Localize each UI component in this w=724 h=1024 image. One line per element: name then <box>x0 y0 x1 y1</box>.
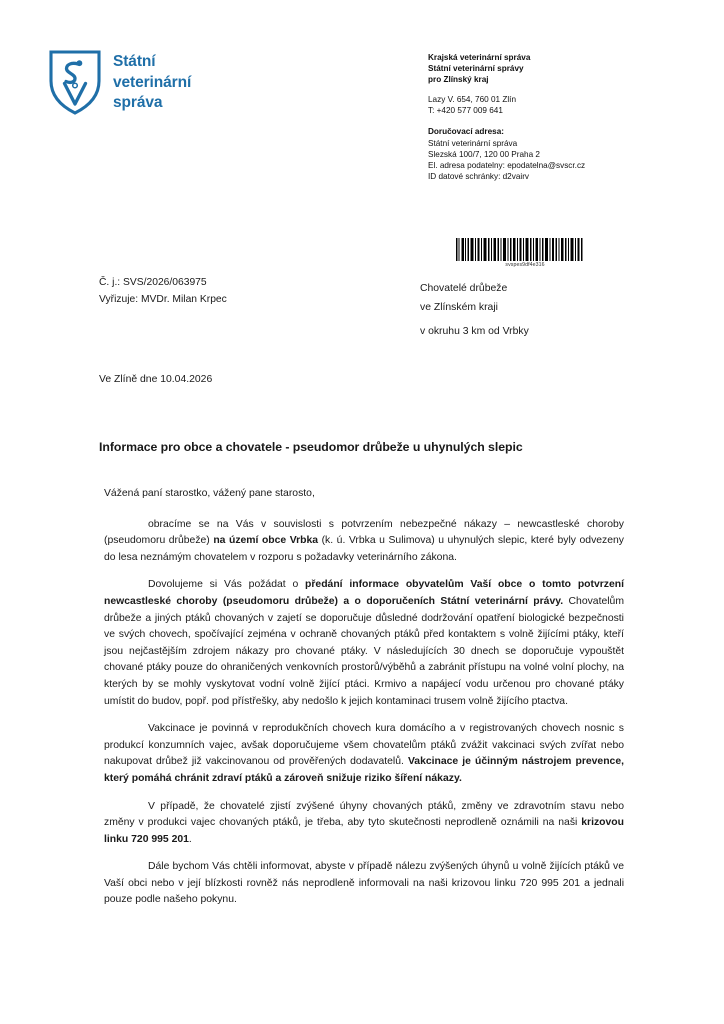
paragraph-3 <box>104 721 624 787</box>
letterhead <box>0 46 724 268</box>
office-phone: T: +420 577 009 641 <box>428 106 503 116</box>
paragraph-2 <box>104 577 624 710</box>
logo-line-1: Státní <box>113 53 156 70</box>
recipient-address-block <box>420 279 529 341</box>
reference-block <box>99 275 227 308</box>
data-box-id: ID datové schránky: d2vairv <box>428 171 530 181</box>
paragraph-2-emphasis: předání informace obyvatelům Vaší obce o tomto potvrzení newcastleské choroby (pseudomoru drůbeže) a o doporučeních Státní veterinární právy. <box>104 579 624 607</box>
paragraph-3-emphasis: Vakcinace je účinným nástrojem prevence, který pomáhá chránit zdraví ptáků a zároveň snižuje riziko šíření nákazy. <box>104 756 624 784</box>
page-title: Informace pro obce a chovatele - pseudomor drůbeže u uhynulých slepic <box>99 440 523 454</box>
paragraph-1-text-a: obracíme se na Vás v souvislosti s potvrzením nebezpečné nákazy – newcastleské choroby (pseudomoru drůbeže) <box>104 518 624 547</box>
shield-snake-emblem-icon <box>48 48 102 116</box>
paragraph-2-text-b: Chovatelům drůbeže a jiných ptáků chovaných v zajetí se doporučuje důsledné dodržování opatření biologické bezpečnosti ve svých chovech, spočívající zejména v ochraně chovaných ptáků před kontaktem s volně žijícími ptáky, kteří jsou nejčastějším zdrojem nákazy pro chované ptáky. V následujících 30 dnech se doporučuje vypouštět chované ptáky pouze do ohraničených venkovních prostorů/výběhů a zabránit přístupu na volné volní plochy, na kterých by se mohly vyskytovat vodní volně žijící ptáci. Krmivo a napájecí vodu určenou pro chované ptáky umístit do budov, popř. pod přístřešky, aby nedošlo k jejich kontaminaci trusem volně žijícího ptactva. <box>104 595 624 707</box>
recipient-line-1: Chovatelé drůbeže <box>420 283 508 294</box>
recipient-line-3: v okruhu 3 km od Vrbky <box>420 326 529 337</box>
office-name-line-2: Státní veterinární správy <box>428 64 524 74</box>
paragraph-4-text-a: V případě, že chovatelé zjistí zvýšené úhyny chovaných ptáků, změny ve zdravotním stavu nebo změny v produkci vajec chovaných ptáků, je třeba, aby tyto skutečnosti neprodleně oznámili na naši <box>104 800 624 829</box>
barcode-icon <box>455 238 585 261</box>
handled-by: Vyřizuje: MVDr. Milan Krpec <box>99 293 227 305</box>
document-barcode <box>455 238 595 268</box>
paragraph-1-text-b: (k. ú. Vrbka u Sulimova) u uhynulých slepic, které byly odvezeny do lesa neznámým chovatelem v rozporu s požadavky veterinárního zákona. <box>104 535 624 563</box>
organization-logo <box>48 48 191 116</box>
office-street-address: Lazy V. 654, 760 01 Zlín <box>428 95 517 105</box>
logo-line-3: správa <box>113 94 163 111</box>
recipient-line-2: ve Zlínském kraji <box>420 302 498 313</box>
paragraph-5: Dále bychom Vás chtěli informovat, abyste v případě nálezu zvýšených úhynů u volně žijících ptáků ve Vaší obci nebo v její blízkosti rovněž nás neprodleně informovali na naši krizovou linku 720 995 201 a jednali pouze podle našeho pokynu. <box>104 861 624 906</box>
logo-line-2: veterinární <box>113 73 192 91</box>
file-number: Č. j.: SVS/2026/063975 <box>99 277 207 288</box>
paragraph-3-text-a: Vakcinace je povinná v reprodukčních chovech kura domácího a v registrovaných chovech nosnic s produkcí konzumních vajec, avšak doporučujeme všem chovatelům ptáků zvážit vakcinaci svých zvířat nebo nakupovat drůbež již vakcinovanou od prověřených dodavatelů. <box>104 723 624 768</box>
paragraph-2-text-a: Dovolujeme si Vás požádat o <box>148 579 306 591</box>
organization-logo-text <box>113 48 191 114</box>
delivery-address-line-2: Slezská 100/7, 120 00 Praha 2 <box>428 149 540 159</box>
salutation: Vážená paní starostko, vážený pane starosto, <box>104 488 315 499</box>
paragraph-1-emphasis: na území obce Vrbka <box>213 535 319 547</box>
paragraph-4-text-b: . <box>188 833 192 845</box>
crisis-hotline-number: krizovou linku 720 995 201 <box>104 817 624 845</box>
office-address-block <box>428 52 698 182</box>
office-name-line-1: Krajská veterinární správa <box>428 53 531 62</box>
place-and-date: Ve Zlíně dne 10.04.2026 <box>99 374 213 385</box>
office-name-line-3: pro Zlínský kraj <box>428 75 489 85</box>
delivery-address-line-1: Státní veterinární správa <box>428 138 518 148</box>
paragraph-1 <box>104 517 624 567</box>
paragraph-4 <box>104 799 624 849</box>
delivery-address-heading: Doručovací adresa: <box>428 127 504 137</box>
electronic-mailroom-address: El. adresa podatelny: epodatelna@svscr.cz <box>428 160 586 170</box>
barcode-caption: svspes9df4e316 <box>505 262 545 268</box>
letter-body <box>104 486 624 909</box>
